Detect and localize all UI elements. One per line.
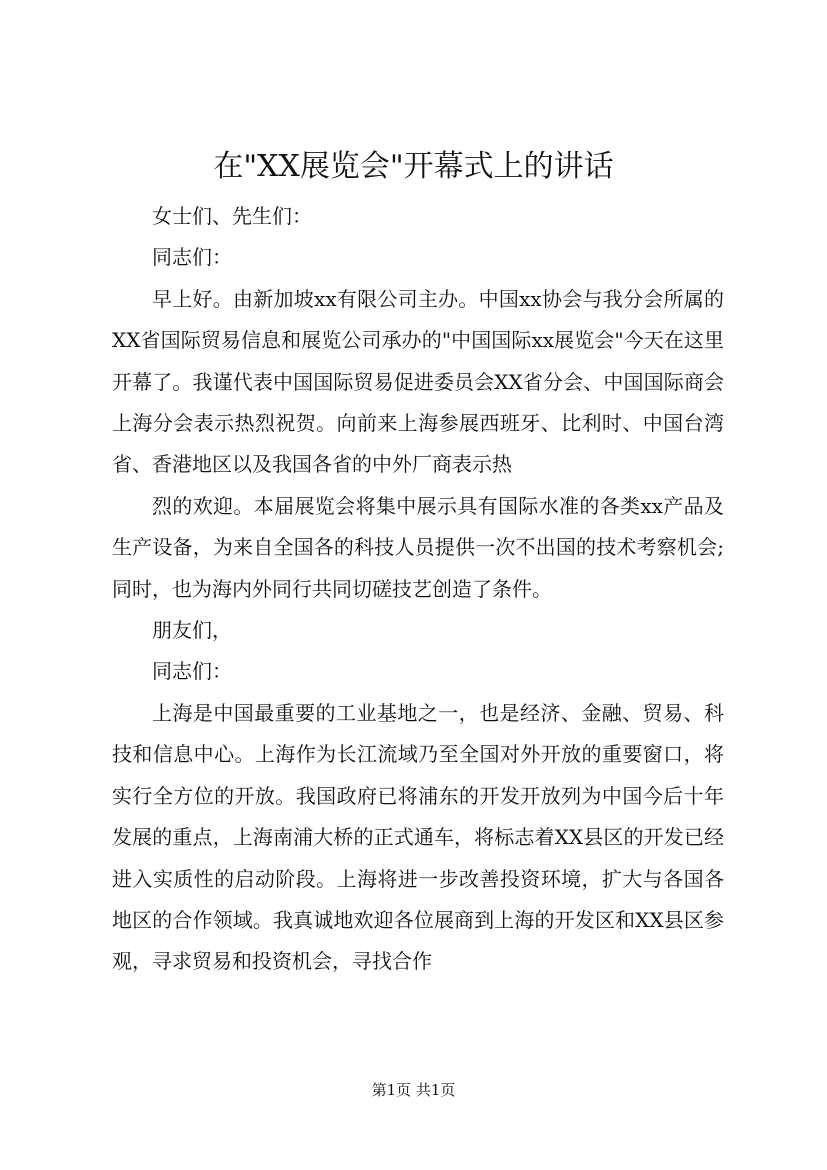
salutation-ladies-gentlemen: 女士们、先生们： [152,204,312,228]
salutation-comrades-2: 同志们： [152,659,232,684]
salutation-comrades: 同志们： [152,245,232,270]
salutation-friends: 朋友们， [152,618,232,643]
page-footer: 第1页 共1页 [371,1081,456,1099]
paragraph-shanghai: 上海是中国最重要的工业基地之一，也是经济、金融、贸易、科技和信息中心。上海作为长江流域乃至全国对外开放的重要窗口，将实行全方位的开放。我国政府已将浦东的开发开放列为中国今后十年发展的重点，上海南浦大桥的正式通车，将标志着XX县区的开发已经进入实质性的启动阶段。上海将进一步改善投资环境，扩大与各国各地区的合作领域。我真诚地欢迎各位展商到上海的开发区和XX县区参观，寻求贸易和投资机会，寻找合作 [112,700,724,974]
document-body [112,196,724,983]
paragraph-welcome: 烈的欢迎。本届展览会将集中展示具有国际水准的各类xx产品及生产设备，为来自全国各的科技人员提供一次不出国的技术考察机会;同时，也为海内外同行共同切磋技艺创造了条件。 [112,493,724,601]
paragraph-opening: 早上好。由新加坡xx有限公司主办。中国xx协会与我分会所属的XX省国际贸易信息和展览公司承办的"中国国际xx展览会"今天在这里开幕了。我谨代表中国国际贸易促进委员会XX省分会、中国国际商会上海分会表示热烈祝贺。向前来上海参展西班牙、比利时、中国台湾省、香港地区以及我国各省的中外厂商表示热 [112,286,724,477]
document-title: 在"XX展览会"开幕式上的讲话 [213,149,614,184]
